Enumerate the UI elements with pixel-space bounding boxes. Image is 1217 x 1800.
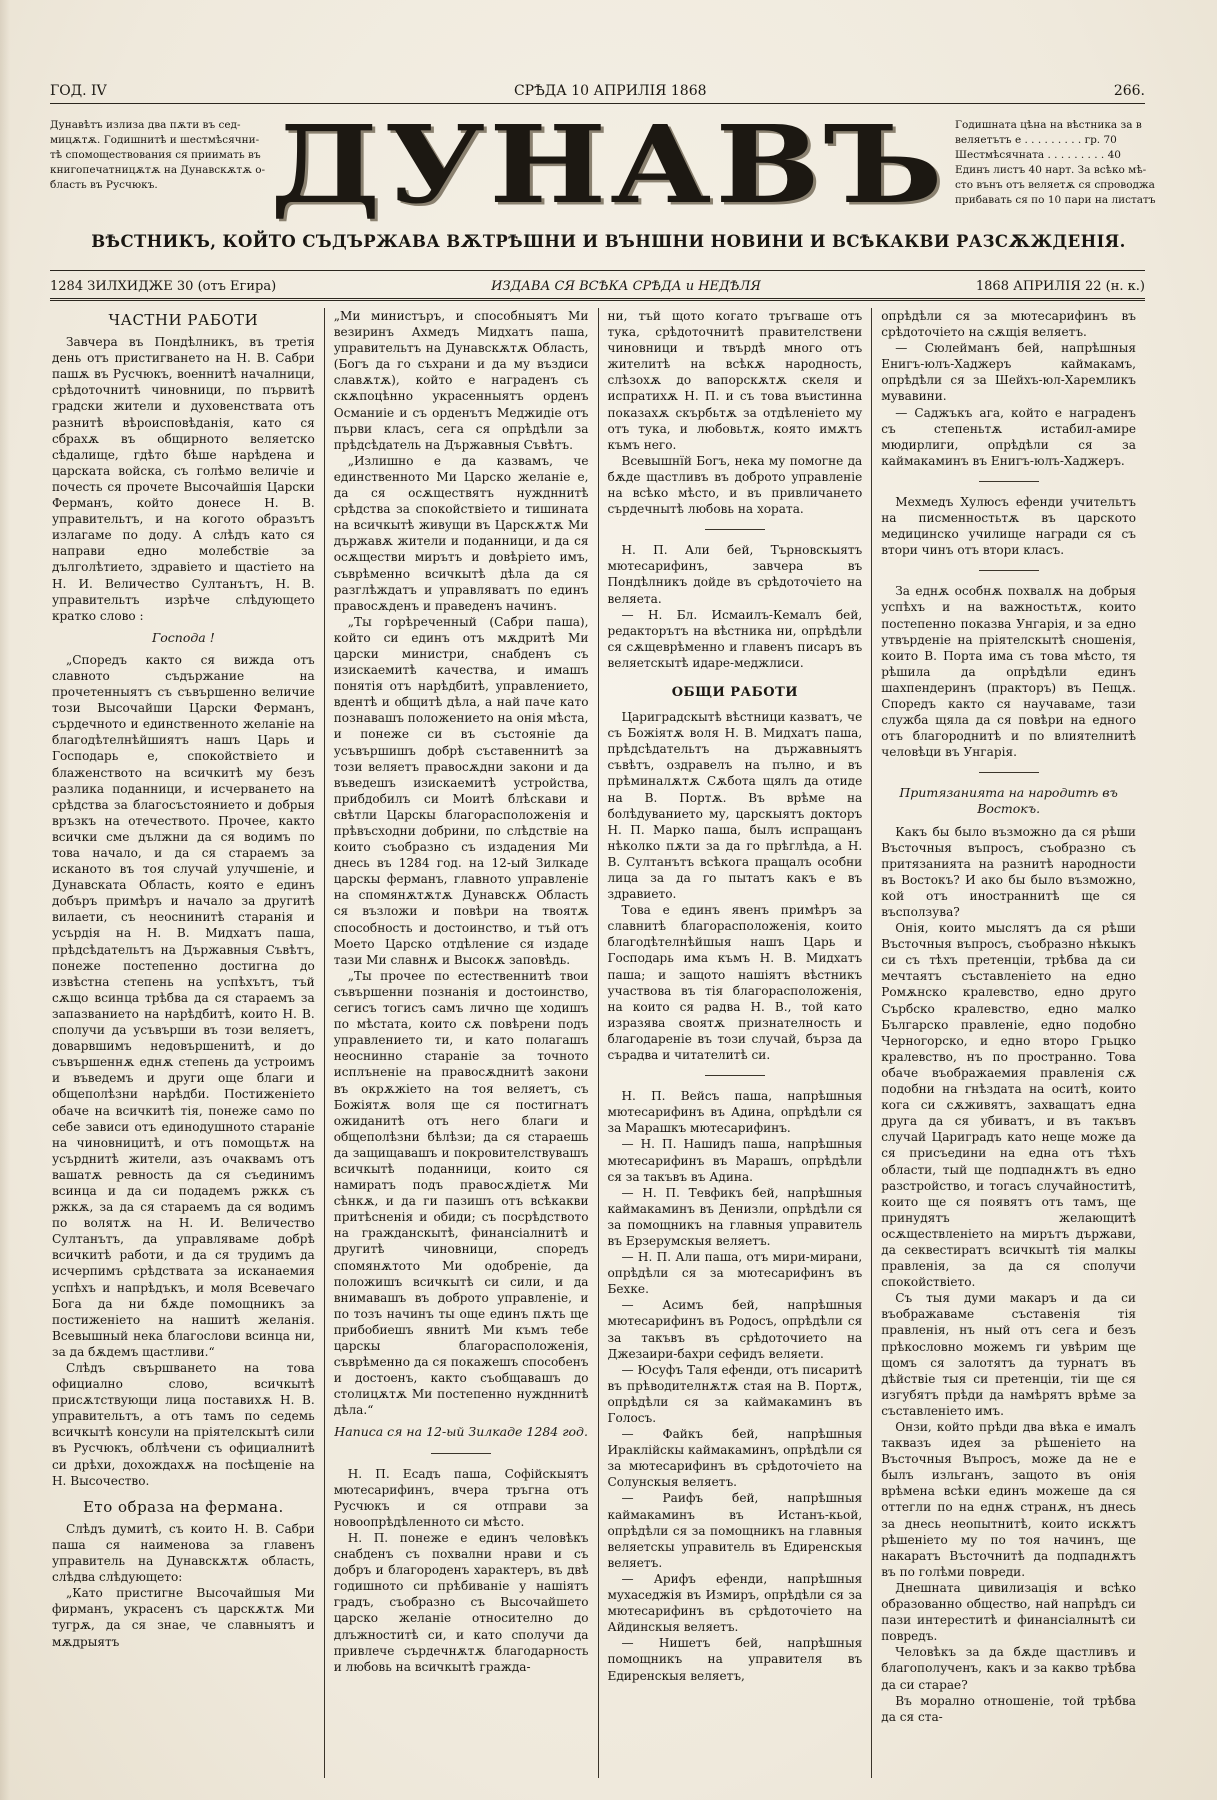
newspaper-title: ДУНАВЪ — [270, 103, 947, 228]
article-paragraph: — Файкъ бей, напрѣшныя Ираклійскы каймакаминъ, опрѣдѣли ся за мютесарифинъ въ срѣдоточіето на Солунскыя веляетъ. — [607, 1427, 863, 1490]
article-paragraph: Слѣдъ думитѣ, съ които Н. В. Сабри паша ся наименова за главенъ управитель на Дунавскѫтѫ область, слѣдва слѣдующето: — [52, 1521, 315, 1585]
article-paragraph: — Н. П. Нашидъ паша, напрѣшныя мютесарифинъ въ Марашъ, опрѣдѣли ся за такъвъ въ Адина. — [607, 1137, 863, 1184]
article-paragraph: — Н. П. Али паша, отъ мири-мирани, опрѣдѣли ся за мютесарифинъ въ Бехке. — [607, 1250, 863, 1297]
separator — [979, 481, 1039, 482]
salutation: Господа ! — [151, 629, 215, 645]
notice-line: Единъ листъ 40 нарт. За всѣко мѣ- — [955, 164, 1147, 176]
page-edge-shadow — [0, 0, 10, 1800]
notice-line: Годишната цѣна на вѣстника за в — [955, 119, 1142, 131]
article-paragraph: — Юсуфъ Таля ефенди, отъ писаритѣ въ прѣводителнѫтѫ стая на В. Портѫ, опрѣдѣли ся за каймакаминъ въ Голосъ. — [607, 1362, 863, 1425]
article-paragraph: „Ты горѣреченный (Сабри паша), който си единъ отъ мѫдритѣ Ми царски министри, снабденъ съ изискаемитѣ качества, и имашъ понятія отъ нарѣдбитѣ, управлението, вдентѣ и общитѣ дѣла, а най паче като познавашъ положението на онія мѣста, и понеже си въ състояніе да усъвършишъ добрѣ съставеннитѣ за този веляетъ правосѫдни закони и да въведешъ изискаемитѣ устройства, прибдобилъ си Моитѣ блѣскави и свѣтли Царскы благорасположенія и прѣвъсходни добрини, по слѣдствіе на които съобразно съ издадения Ми днесь въ 1284 год. на 12-ый Зилкаде царскы ферманъ, главното управленіе на спомянѫтѫтѫ Дунавскѫ Область ся възложи и повѣри на твоятѫ способность и достоинство, и тъй отъ Моето Царско отдѣление ся издаде тази Ми славнѫ и Высокѫ заповѣдь. — [333, 614, 589, 967]
notice-line: мицѫтѫ. Годишнитѣ и шестмѣсячни- — [50, 134, 260, 146]
notice-line: книгопечатницѫтѫ на Дунавскѫтѫ о- — [50, 164, 266, 176]
article-paragraph: „Като пристигне Высочайшыя Ми фирманъ, украсенъ съ царскѫтѫ Ми тугрѫ, да ся знае, че славныятъ и мѫдрыятъ — [52, 1586, 315, 1649]
article-paragraph: Н. П. Есадъ паша, Софійскыятъ мютесарифинъ, вчера тръгна отъ Русчюкъ и ся отправи за новоопрѣдѣленното си мѣсто. — [333, 1466, 589, 1529]
article-paragraph: Н. П. Вейсъ паша, напрѣшныя мютесарифинъ въ Адина, опрѣдѣли ся за Марашкъ мютесарифинъ. — [607, 1089, 863, 1136]
article-paragraph: Днешната цивилизація и всѣко образованно общество, най напрѣдъ си пази интереститѣ и финансіалнытѣ си повредъ. — [881, 1580, 1136, 1644]
separator — [979, 570, 1039, 571]
separator — [705, 1075, 765, 1076]
column-1 — [50, 308, 324, 1778]
article-paragraph: Цариградскытѣ вѣстници казватъ, че съ Божіятѫ воля Н. В. Мидхатъ паша, прѣдсѣдательтъ на държавныятъ съвѣтъ, оздравелъ на пълно, и въ прѣминалѫтѫ Сѫбота щялъ да отиде на В. Портѫ. Въ врѣме на болѣдуванието му, царскыятъ докторъ Н. П. Марко паша, былъ испращанъ нѣколко пѫти за да го прѣглѣда, а Н. В. Султанътъ всѣкога пращалъ особни лица за да го пытатъ какъ е въ здравието. — [607, 710, 863, 902]
article-paragraph: „Излишно е да казвамъ, че единственното Ми Царско желаніе е, да ся осѫществятъ нуждннитѣ срѣдства за спокойствіето и тишината на всичкытѣ живущи въ Царскѫтѫ Ми държавѫ жители и поданници, и да ся осѫществи мирътъ и довѣріето имъ, съврѣменно всичкытѣ дѣла да ся разглѣждатъ и управляватъ по единъ правосѫденъ и праведенъ начинъ. — [333, 453, 589, 613]
separator — [979, 772, 1039, 773]
notice-line: бласть въ Русчюкъ. — [50, 179, 158, 191]
article-paragraph: — Саджъкъ ага, който е нагрaденъ съ степеньтѫ истабил-амире мюдирлиги, опрѣдѣли ся за каймакаминъ въ Енигъ-юлъ-Хаджеръ. — [881, 405, 1136, 468]
issue-date: СРѢДА 10 АПРИЛІЯ 1868 — [513, 83, 707, 99]
gregorian-date: 1868 АПРИЛІЯ 22 (н. к.) — [975, 278, 1145, 294]
article-paragraph: — Нишетъ бей, напрѣшныя помощникъ на управителя въ Едиренскыя веляетъ, — [607, 1636, 863, 1683]
article-paragraph: ни, тъй щото когато тръгваше отъ тука, срѣдоточнитѣ правителствени чиновници и твърдѣ много отъ жителитѣ на всѣкѫ народность, слѣзохѫ до вапорскѫтѫ скеля и испратихѫ Н. П. и съ това въистинна показахѫ скърбьтѫ за отдѣленіето му отъ тука, и любовьтѫ, която имѫтъ къмъ него. — [607, 309, 863, 452]
column-4 — [871, 308, 1145, 1778]
section-heading-general: ОБЩИ РАБОТИ — [671, 684, 799, 700]
article-columns — [50, 308, 1145, 1778]
article-paragraph: Какъ бы было възможно да ся рѣши Въсточныя въпросъ, съобразно съ притязанията на разнитѣ народности въ Востокъ? И ако бы было възможно, кой отъ иностраннитѣ ще ся въсползува? — [881, 824, 1136, 919]
dateline — [50, 276, 1145, 296]
article-paragraph: — Н. П. Тевфикъ бей, напрѣшныя каймакаминъ въ Денизли, опрѣдѣли ся за помощникъ на главныя управитель въ Ерзерумскыя веляетъ. — [607, 1185, 863, 1248]
column-3 — [598, 308, 872, 1778]
publication-schedule: ИЗДАВА СЯ ВСѢКА СРѢДА и НЕДѢЛЯ — [491, 278, 761, 294]
notice-line: Шестмѣсячната . . . . . . . . . 40 — [955, 149, 1121, 161]
article-paragraph: Н. П. Али бей, Търновскыятъ мютесарифинъ, завчера въ Пондѣлникъ дойде въ срѣдоточіето на веляета. — [607, 543, 863, 606]
issue-number: 266. — [1113, 83, 1145, 99]
article-paragraph: Това е единъ явенъ примѣръ за славнитѣ благорасположенія, които благодѣтелнѣйшыя нашъ Царь и Господарь има къмъ Н. В. Мидхатъ паша; и защото нашіятъ вѣстникъ участвова въ тія благорасположенія, на които ся радва Н. В., той като изразява своятѫ признателность и благодареніе въ този случай, бърза да сърадва и читателитѣ си. — [607, 903, 863, 1063]
separator — [431, 1453, 491, 1454]
article-paragraph: „Споредъ както ся вижда отъ славното съдържание на прочетенныятъ съ съвършенно величие този Высочайши Царски Ферманъ, сърдечното и единственното желаніе на благодѣтелнѣйшиятъ нашъ Царь и Господарь е, спокойствіето и блаженството на всичкитѣ му безъ разлика поданници, и исчерването на срѣдства за благосъстоянието и добрыя връзкъ на отечеството. Прочее, както всички сме дължни да ся водимъ по това начало, и да ся стараемъ за исканото въ тоя случай улучшеніе, и Дунавската Область, която е единъ добъръ примѣръ и начало за другитѣ вилаети, съ неоснинитѣ старанія и усърдія на Н. В. Мидхатъ паша, прѣдсѣдательтъ на Държавныя Съвѣтъ, понеже постепенно достигна до извѣстна степень на успѣхътъ, тъй сѫщо всинца трѣбва да ся стараемъ за запазванието на нарѣдбитѣ, които Н. В. сполучи да усъвърши въ този веляетъ, доварвшимъ недовършенитѣ, и до съвършеннѫ еднѫ степень да устроимъ и въведемъ и други още благи и общеполѣзни нарѣдби. Постиженіето обаче на всичкитѣ тія, понеже само по себе зависи отъ единодушното стараніе на чиновницитѣ, и отъ помощьтѫ на усърднитѣ жители, азъ очаквамъ отъ вашатѫ ревность да ся съединимъ всинца и да си подадемъ ржкѫ съ ржкѫ, за да ся стараемъ да ся водимъ по волятѫ на Н. И. Величество Султанътъ, да управляваме добрѣ всичкитѣ работи, и да ся трудимъ да исчерпимъ срѣдствата за исканаемия успѣхъ и напрѣдъкъ, и моля Всевечаго Бога да ни бѫде помощникъ за постиженіето на нашитѣ желанія. Всевышный нека благослови всинца ни, за да бѫдемъ щастливи.“ — [52, 652, 315, 1359]
notice-line: тѣ спомоществования ся приимать въ — [50, 149, 261, 161]
article-paragraph: Въ моралнo отношеніе, той трѣбва да ся ста- — [881, 1693, 1136, 1724]
separator — [705, 529, 765, 530]
article-paragraph: Онія, които мыслятъ да ся рѣши Въсточныя въпросъ, съобразно нѣкыкъ си съ тѣхъ претенціи, трѣбва да си мечтаятъ съставленіето на едно Ромѫнско кралевство, едно друго Сърбско кралевство, едно малко Българско правленіе, едно подобно Черногорско, и едно второ Грьцко кралевство, нъ по пространно. Това обаче въображаемия правленія сѫ подобни на гнѣздата на оситѣ, които кога си сѫживятъ, захващатъ една друга да ся убиватъ, и въ такъвъ случай Цариградъ като неще може да ся присъедини на една отъ тѣхъ области, тый ще подпаднѫтъ въ едно разстройство, и тогасъ случайноститѣ, които ще ся появятъ отъ тамъ, ще принудятъ желающитѣ осѫществленіето на мирътъ държави, да секвестиратъ всичкытѣ тія малкы правленія, за да ся сполучи спокойствіето. — [881, 921, 1136, 1290]
article-paragraph: Онзи, който прѣди два вѣка е ималъ таквазъ идея за рѣшеніето на Въсточныя Въпросъ, може да не е былъ изльганъ, защото въ онія врѣмена всѣки единъ можеше да ся оттегли по на еднѫ странѫ, нъ днесь за днесь неопытнитѣ, които искѫтъ рѣшеніето му по тоя начинъ, ще накаратъ Въсточнитѣ да подпаднѫтъ въ по голѣми повреди. — [881, 1420, 1136, 1579]
dateline-top-rule — [50, 270, 1145, 271]
notice-line: прибавать ся по 10 пари на листатъ — [955, 194, 1156, 206]
newspaper-subtitle: ВѢСТНИКЪ, КОЙТО СЪДЪРЖАВА ВѪТРѢШНИ И ВЪНШНИ НОВИНИ И ВСѢКАКВИ РАЗСѪЖДЕНІЯ. — [91, 232, 1126, 251]
article-paragraph: — Раифъ бей, напрѣшныя каймакаминъ въ Истанъ-кьой, опрѣдѣли ся за помощникъ на главныя веляетскы управитель въ Едиренскыя веляетъ. — [607, 1491, 863, 1570]
article-paragraph: — Сюлейманъ бей, напрѣшныя Енигъ-юлъ-Хаджеръ каймакамъ, опрѣдѣли ся за Шейхъ-юл-Харемликъ мувавини. — [881, 341, 1136, 404]
article-subheading: Притязанията на народитѣ въ Востокъ. — [899, 785, 1118, 817]
article-paragraph: Съ тыя думи макаръ и да си въображаваме съставенія тія правленія, нъ ный отъ сега и безъ прѣкословно можемъ ги увѣрим ще щомъ ся залотятъ да турнатъ въ дѣйствіе тыя си претенціи, тіи ще ся изгубятъ прѣди да намѣрятъ врѣме за съставленіето имъ. — [881, 1291, 1136, 1418]
article-paragraph: „Ми министъръ, и способныятъ Ми везиринъ Ахмедъ Мидхатъ паша, управительтъ на Дунавскѫтѫ Область, (Богъ да го съхрани и да му въздиси славѫтѫ), който е награденъ съ скѫпоцѣнно украсенныятъ орденъ Османиіе и съ орденътъ Меджидіе отъ първи класъ, сега ся опрѣдѣли за прѣдсѣдатель на Държавныя Съвѣтъ. — [333, 309, 589, 452]
article-paragraph: Слѣдъ свършването на това официално слово, всичкытѣ присѫтствующи лица поставихѫ Н. В. управительтъ, а отъ тамъ по седемь всичкытѣ консули на пріятелскытѣ сили въ Русчюкъ, облѣчени съ официалнитѣ си дрѣхи, дохождахѫ на посѣщеніе на Н. Высочество. — [52, 1361, 315, 1488]
article-paragraph: За еднѫ особнѫ похвалѫ на добрыя успѣхъ и на важностьтѫ, които постепенно показва Унгарія, и за едно утвърденіе на пріятелскытѣ сношенія, които В. Порта има съ това мѣсто, тя рѣшила да опрѣдѣли единъ шахпендеринъ (практоръ) въ Пещѫ. Споредъ както ся научаваме, тази служба щяла да ся повѣри на едного отъ благороднитѣ и по влиятелнитѣ человѣци въ Унгарія. — [881, 584, 1136, 760]
top-line — [50, 80, 1145, 102]
signoff-line: Написа ся на 12-ый Зилкаде 1284 год. — [334, 1424, 588, 1440]
section-heading-private: ЧАСТНИ РАБОТИ — [108, 311, 259, 329]
article-paragraph: Завчера въ Пондѣлникъ, въ третія день отъ пристигването на Н. В. Сабри пашѫ въ Русчюкъ, военнитѣ началници, срѣдоточнитѣ чиновници, по първитѣ градски жители и духовенствата отъ разнитѣ вѣроисповѣданія, като ся сбрахѫ въ общирното веляетско сѣдалище, гдѣто бѣше нарѣдена и царската войска, съ голѣмо величіе и почесть ся прочете Высочайшія Царски Ферманъ, който донесе Н. В. управительтъ, и на когото образътъ излагаме по доду. А слѣдъ като ся направи едно молебствіе за дълголѣтието, здравіето и щастіето на Н. И. Величество Султанътъ, Н. В. управительтъ изрѣче слѣдующето кратко слово : — [52, 335, 315, 623]
notice-line: веляетътъ е . . . . . . . . . гр. 70 — [955, 134, 1117, 146]
article-paragraph: — Асимъ бей, напрѣшныя мютесарифинъ въ Родосъ, опрѣдѣли ся за такъвъ въ срѣдоточието на Джезаири-бахри сефидъ веляети. — [607, 1298, 863, 1361]
article-paragraph: „Ты прочее по естественнитѣ твои съвършенни познанія и достоинство, сегисъ тогисъ самъ лично ще ходишъ по мѣстата, които сѫ повѣрени подъ управлението ти, и като полагашъ неоснинно стараніе за точното исплъненіе на правосѫднитѣ закони въ окрѫжіето на тоя веляетъ, съ Божіятѫ воля ще ся постигнатъ ожиданитѣ отъ него благи и общеполѣзни бѣлѣзи; да ся стараешь да защищавашъ и покровителствувашъ всичкытѣ поданници, които ся намиратъ подъ правосѫдіетѫ Ми сѣнкѫ, и да ги пазишъ отъ всѣкакви притѣсненія и обиди; съ посрѣдството на гражданскытѣ, финансіалнитѣ и другитѣ чиновници, споредъ спомянѫтото Ми одобреніе, да положишъ всичкытѣ си сили, и да внимавашъ въ доброто управленіе, и по тозъ начинъ ты още единъ пѫть ще прибобиешъ явнитѣ Ми къмъ тебе царскы благорасположенія, съврѣменно да ся покажешъ способенъ и достоенъ, както съобщавашъ до столицѫтѫ Ми постепенно нуждннитѣ дѣла.“ — [333, 968, 589, 1418]
column-2 — [324, 308, 598, 1778]
hijri-date: 1284 ЗИЛХИДЖЕ 30 (отъ Егира) — [50, 278, 277, 294]
article-paragraph: Всевышнїй Богъ, нека му помогне да бѫде щастливъ въ доброто управленіе на всѣко мѣсто, и въ привличането сърдечнытѣ любовь на хората. — [607, 453, 863, 517]
article-paragraph: Мехмедъ Хулюсъ ефенди учительтъ на писменностьтѫ въ царското медицинско училище награди ся съ втори чинъ отъ втори класъ. — [881, 494, 1136, 558]
article-paragraph: Н. П. понеже е единъ человѣкъ снабденъ съ похвални нрави и съ добръ и благороденъ характеръ, въ двѣ годишното си прѣбиваніе у нашіятъ градъ, съобразно съ Высочайшето царско желаніе относително до длъжноститѣ си, и като сполучи да привлече сърдечнѫтѫ благодарность и любовь на всичкытѣ гражда- — [333, 1530, 589, 1674]
price-notice-right — [955, 118, 1156, 208]
notice-line: Дунавѣтъ излиза два пѫти въ сед- — [50, 119, 241, 131]
article-paragraph: Человѣкъ за да бѫде щастливъ и благополученъ, какъ и за какво трѣбва да си старае? — [881, 1645, 1136, 1692]
year-label: ГОД. IV — [50, 83, 107, 99]
article-paragraph: — Арифъ ефенди, напрѣшныя мухаседжія въ Измиръ, опрѣдѣли ся за мютесарифинъ въ срѣдоточіето на Айдинскыя веляетъ. — [607, 1571, 863, 1635]
dateline-bottom-rule — [50, 298, 1145, 301]
article-paragraph: опрѣдѣли ся за мютесарифинъ въ срѣдоточіето на сѫщія веляетъ. — [881, 309, 1136, 340]
notice-line: сто вънъ отъ веляетѫ ся спроводжа — [955, 179, 1155, 191]
article-paragraph: — Н. Бл. Исмаилъ-Кемалъ бей, редакторътъ на вѣстника ни, опрѣдѣли ся сѫщеврѣменно и главенъ писаръ въ веляетскытѣ идаре-меджлиси. — [607, 607, 863, 670]
section-heading-firman: Ето образа на фермана. — [82, 1497, 284, 1516]
